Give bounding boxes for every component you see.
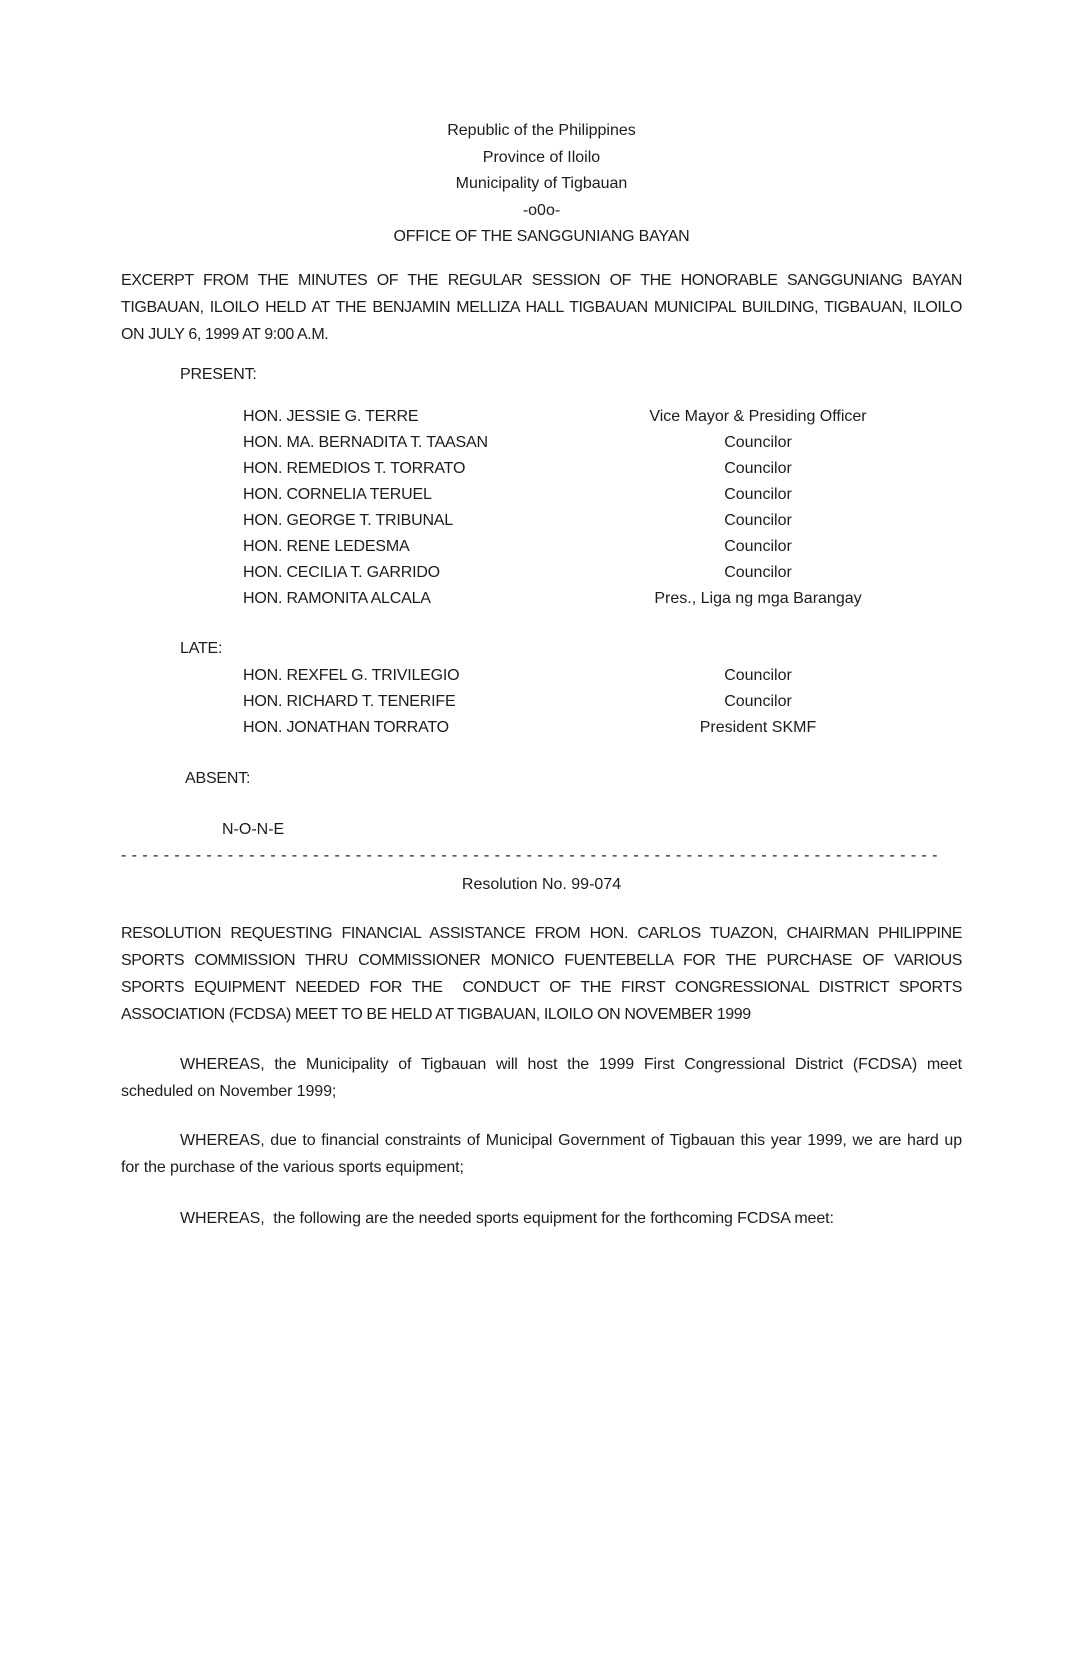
- attendee-name: HON. REMEDIOS T. TORRATO: [243, 459, 466, 477]
- attendee-row: [121, 560, 962, 586]
- attendee-name: HON. RENE LEDESMA: [243, 537, 410, 555]
- document-header: [121, 118, 962, 251]
- header-province: Province of Iloilo: [482, 148, 601, 166]
- attendee-row: [121, 456, 962, 482]
- header-separator: -o0o-: [522, 201, 561, 219]
- attendee-row: [121, 404, 962, 430]
- attendee-name: HON. CORNELIA TERUEL: [243, 485, 432, 503]
- attendee-row: [121, 482, 962, 508]
- present-label: PRESENT:: [180, 365, 257, 383]
- attendee-position: President SKMF: [699, 718, 817, 736]
- absent-label: ABSENT:: [185, 769, 251, 787]
- attendee-row: [121, 663, 962, 689]
- resolution-title: RESOLUTION REQUESTING FINANCIAL ASSISTANCE FROM HON. CARLOS TUAZON, CHAIRMAN PHILIPPINE SPORTS COMMISSION THRU COMMISSIONER MONICO FUENTEBELLA FOR THE PURCHASE OF VARIOUS SPORTS EQUIPMENT NEEDED FOR THE CONDUCT OF THE FIRST CONGRESSIONAL DISTRICT SPORTS ASSOCIATION (FCDSA) MEET TO BE HELD AT TIGBAUAN, ILOILO ON NOVEMBER 1999: [121, 924, 967, 1023]
- attendee-position: Vice Mayor & Presiding Officer: [649, 407, 867, 425]
- whereas-paragraph-2: WHEREAS, due to financial constraints of Municipal Government of Tigbauan this year 1999, we are hard up for the purchase of the various sports equipment;: [121, 1131, 967, 1176]
- attendee-position: Councilor: [724, 485, 792, 503]
- late-list: [121, 663, 962, 741]
- attendee-position: Councilor: [724, 459, 792, 477]
- section-divider: - - - - - - - - - - - - - - - - - - - - - - - - - - - - - - - - - - - - - - - - - - - - - - - - - - - - - - - - - - - - - - - - - - - - - - - - - - - - -: [121, 846, 938, 864]
- attendee-row: [121, 689, 962, 715]
- attendee-name: HON. JONATHAN TORRATO: [243, 718, 449, 736]
- whereas-paragraph-1: WHEREAS, the Municipality of Tigbauan will host the 1999 First Congressional District (FCDSA) meet scheduled on November 1999;: [121, 1055, 967, 1100]
- excerpt-paragraph: EXCERPT FROM THE MINUTES OF THE REGULAR SESSION OF THE HONORABLE SANGGUNIANG BAYAN TIGBAUAN, ILOILO HELD AT THE BENJAMIN MELLIZA HALL TIGBAUAN MUNICIPAL BUILDING, TIGBAUAN, ILOILO ON JULY 6, 1999 AT 9:00 A.M.: [121, 271, 971, 343]
- attendee-position: Councilor: [724, 433, 792, 451]
- attendee-position: Councilor: [724, 537, 792, 555]
- attendee-row: [121, 534, 962, 560]
- resolution-number: Resolution No. 99-074: [461, 875, 622, 893]
- attendee-name: HON. REXFEL G. TRIVILEGIO: [243, 666, 460, 684]
- header-municipality: Municipality of Tigbauan: [455, 175, 628, 192]
- late-label: LATE:: [180, 639, 223, 657]
- attendee-position: Councilor: [724, 563, 792, 581]
- attendee-row: [121, 430, 962, 456]
- attendee-row: [121, 715, 962, 741]
- attendee-name: HON. RICHARD T. TENERIFE: [243, 692, 456, 710]
- attendee-name: HON. RAMONITA ALCALA: [243, 589, 431, 607]
- attendee-row: [121, 586, 962, 612]
- header-republic: Republic of the Philippines: [447, 122, 636, 139]
- present-list: [121, 404, 962, 612]
- whereas-paragraph-3: WHEREAS, the following are the needed sports equipment for the forthcoming FCDSA meet:: [180, 1209, 834, 1227]
- absent-value: N-O-N-E: [222, 820, 285, 838]
- attendee-position: Councilor: [724, 666, 792, 684]
- attendee-position: Councilor: [724, 511, 792, 529]
- attendee-name: HON. JESSIE G. TERRE: [243, 407, 419, 425]
- attendee-name: HON. CECILIA T. GARRIDO: [243, 563, 440, 581]
- attendee-position: Councilor: [724, 692, 792, 710]
- attendee-row: [121, 508, 962, 534]
- header-office: OFFICE OF THE SANGGUNIANG BAYAN: [393, 228, 690, 245]
- attendee-name: HON. MA. BERNADITA T. TAASAN: [243, 433, 488, 451]
- attendee-name: HON. GEORGE T. TRIBUNAL: [243, 511, 453, 529]
- attendee-position: Pres., Liga ng mga Barangay: [654, 589, 862, 607]
